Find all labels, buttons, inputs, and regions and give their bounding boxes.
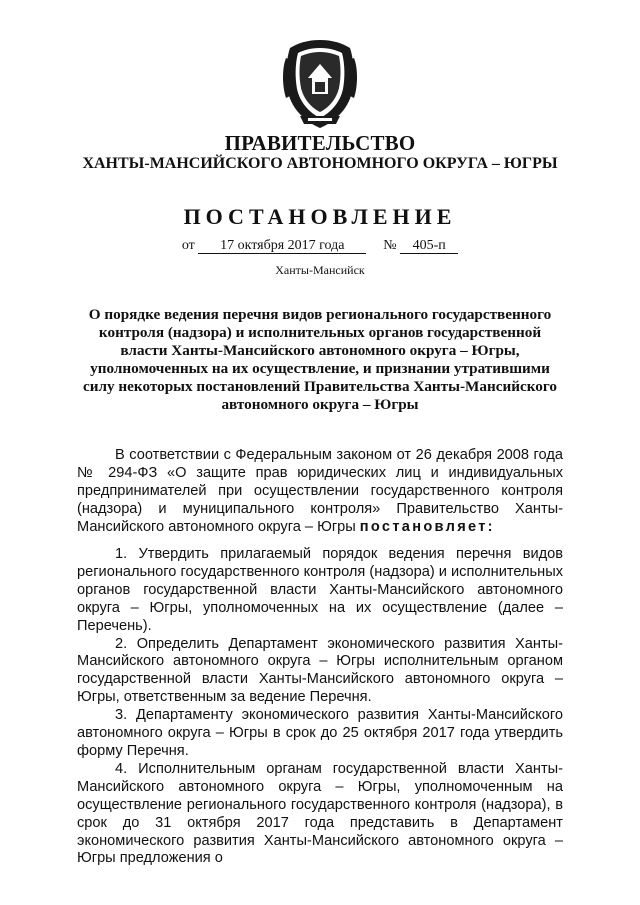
subject-line: силу некоторых постановлений Правительства Ханты-Мансийского: [83, 378, 557, 395]
coat-of-arms-emblem: [278, 38, 362, 130]
okrug-title: ХАНТЫ-МАНСИЙСКОГО АВТОНОМНОГО ОКРУГА – ЮГРЫ: [82, 155, 558, 172]
resolution-item: 2. Определить Департамент экономического развития Ханты-Мансийского автономного округа – Югры исполнительным органом государственной власти Ханты-Мансийского автономного округа – Югры, ответственным за ведение Перечня.: [77, 635, 563, 706]
date-prefix: от: [181, 238, 195, 253]
resolution-item: 3. Департаменту экономического развития Ханты-Мансийского автономного округа – Югры в срок до 25 октября 2017 года утвердить форму Перечня.: [77, 707, 563, 759]
number-value: 405-п: [400, 238, 458, 254]
number-prefix: №: [383, 238, 397, 253]
date-value: 17 октября 2017 года: [198, 238, 366, 254]
preamble-paragraph: [77, 447, 563, 537]
subject-line: автономного округа – Югры: [221, 396, 419, 413]
subject-line: контроля (надзора) и исполнительных органов государственной: [98, 324, 542, 341]
subject-line: О порядке ведения перечня видов регионального государственного: [88, 306, 552, 323]
resolves-word: постановляет:: [359, 518, 495, 535]
subject-line: власти Ханты-Мансийского автономного округа – Югры,: [120, 342, 520, 359]
date-number-line: [0, 238, 640, 254]
subject-line: уполномоченных на их осуществление, и признании утратившими: [90, 360, 550, 377]
place-of-issue: Ханты-Мансийск: [275, 263, 365, 277]
resolution-item: 1. Утвердить прилагаемый порядок ведения перечня видов регионального государственного контроля (надзора) и исполнительных органов государственной власти Ханты-Мансийского автономного округа – Югры, уполномоченных на их осуществление (далее – Перечень).: [77, 546, 563, 634]
document-type-title: ПОСТАНОВЛЕНИЕ: [183, 204, 457, 229]
resolution-subject: [80, 306, 560, 414]
resolution-item: 4. Исполнительным органам государственной власти Ханты-Мансийского автономного округа – Югры, уполномоченным на осуществление регионального государственного контроля (надзора), в срок до 31 октября 2017 года представить в Департамент экономического развития Ханты-Мансийского автономного округа – Югры предложения о: [77, 760, 563, 867]
resolution-items: [77, 546, 563, 868]
preamble-text: В соответствии с Федеральным законом от 26 декабря 2008 года № 294-ФЗ «О защите прав юридических лиц и индивидуальных предпринимателей при осуществлении государственного контроля (надзора) и муниципального контроля» Правительство Ханты-Мансийского автономного округа – Югры: [77, 447, 563, 535]
government-title: ПРАВИТЕЛЬСТВО: [224, 131, 416, 155]
